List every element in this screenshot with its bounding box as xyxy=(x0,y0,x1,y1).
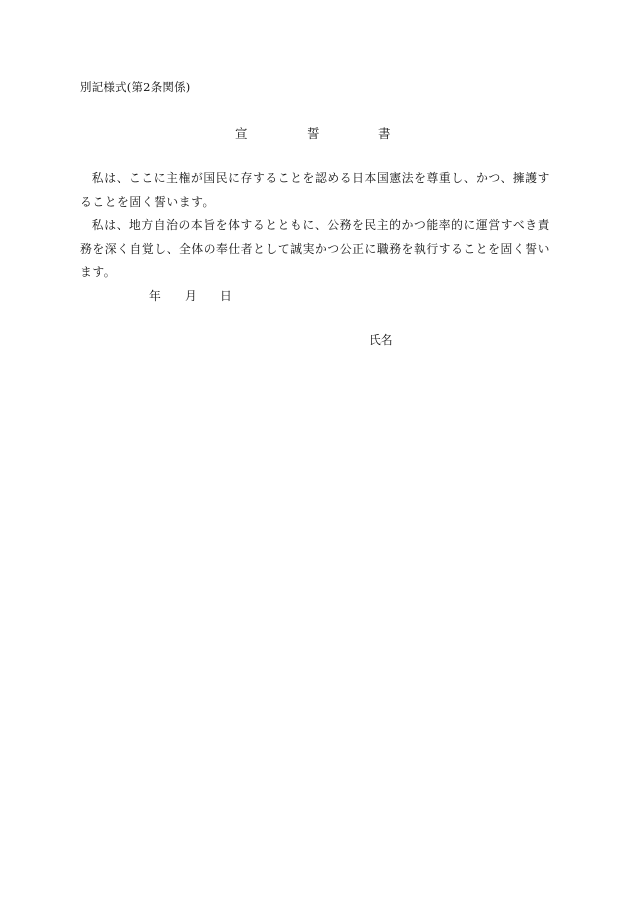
oath-body xyxy=(80,167,550,285)
oath-paragraph-2: 私は、地方自治の本旨を体するとともに、公務を民主的かつ能率的に運営すべき責務を深く自覚し、全体の奉仕者として誠実かつ公正に職務を執行することを固く誓います。 xyxy=(80,218,550,279)
date-month-label: 月 xyxy=(185,289,197,303)
signature-name-label: 氏名 xyxy=(369,333,393,347)
title-char-2: 誓 xyxy=(307,126,320,141)
date-year-label: 年 xyxy=(149,289,161,303)
oath-paragraph-1: 私は、ここに主権が国民に存することを認める日本国憲法を尊重し、かつ、擁護することを固く誓います。 xyxy=(80,171,550,209)
document-title xyxy=(235,124,395,140)
date-day-label: 日 xyxy=(220,289,232,303)
title-char-1: 宣 xyxy=(235,126,248,141)
form-label: 別記様式(第2条関係) xyxy=(80,80,191,94)
title-char-3: 書 xyxy=(378,126,391,141)
